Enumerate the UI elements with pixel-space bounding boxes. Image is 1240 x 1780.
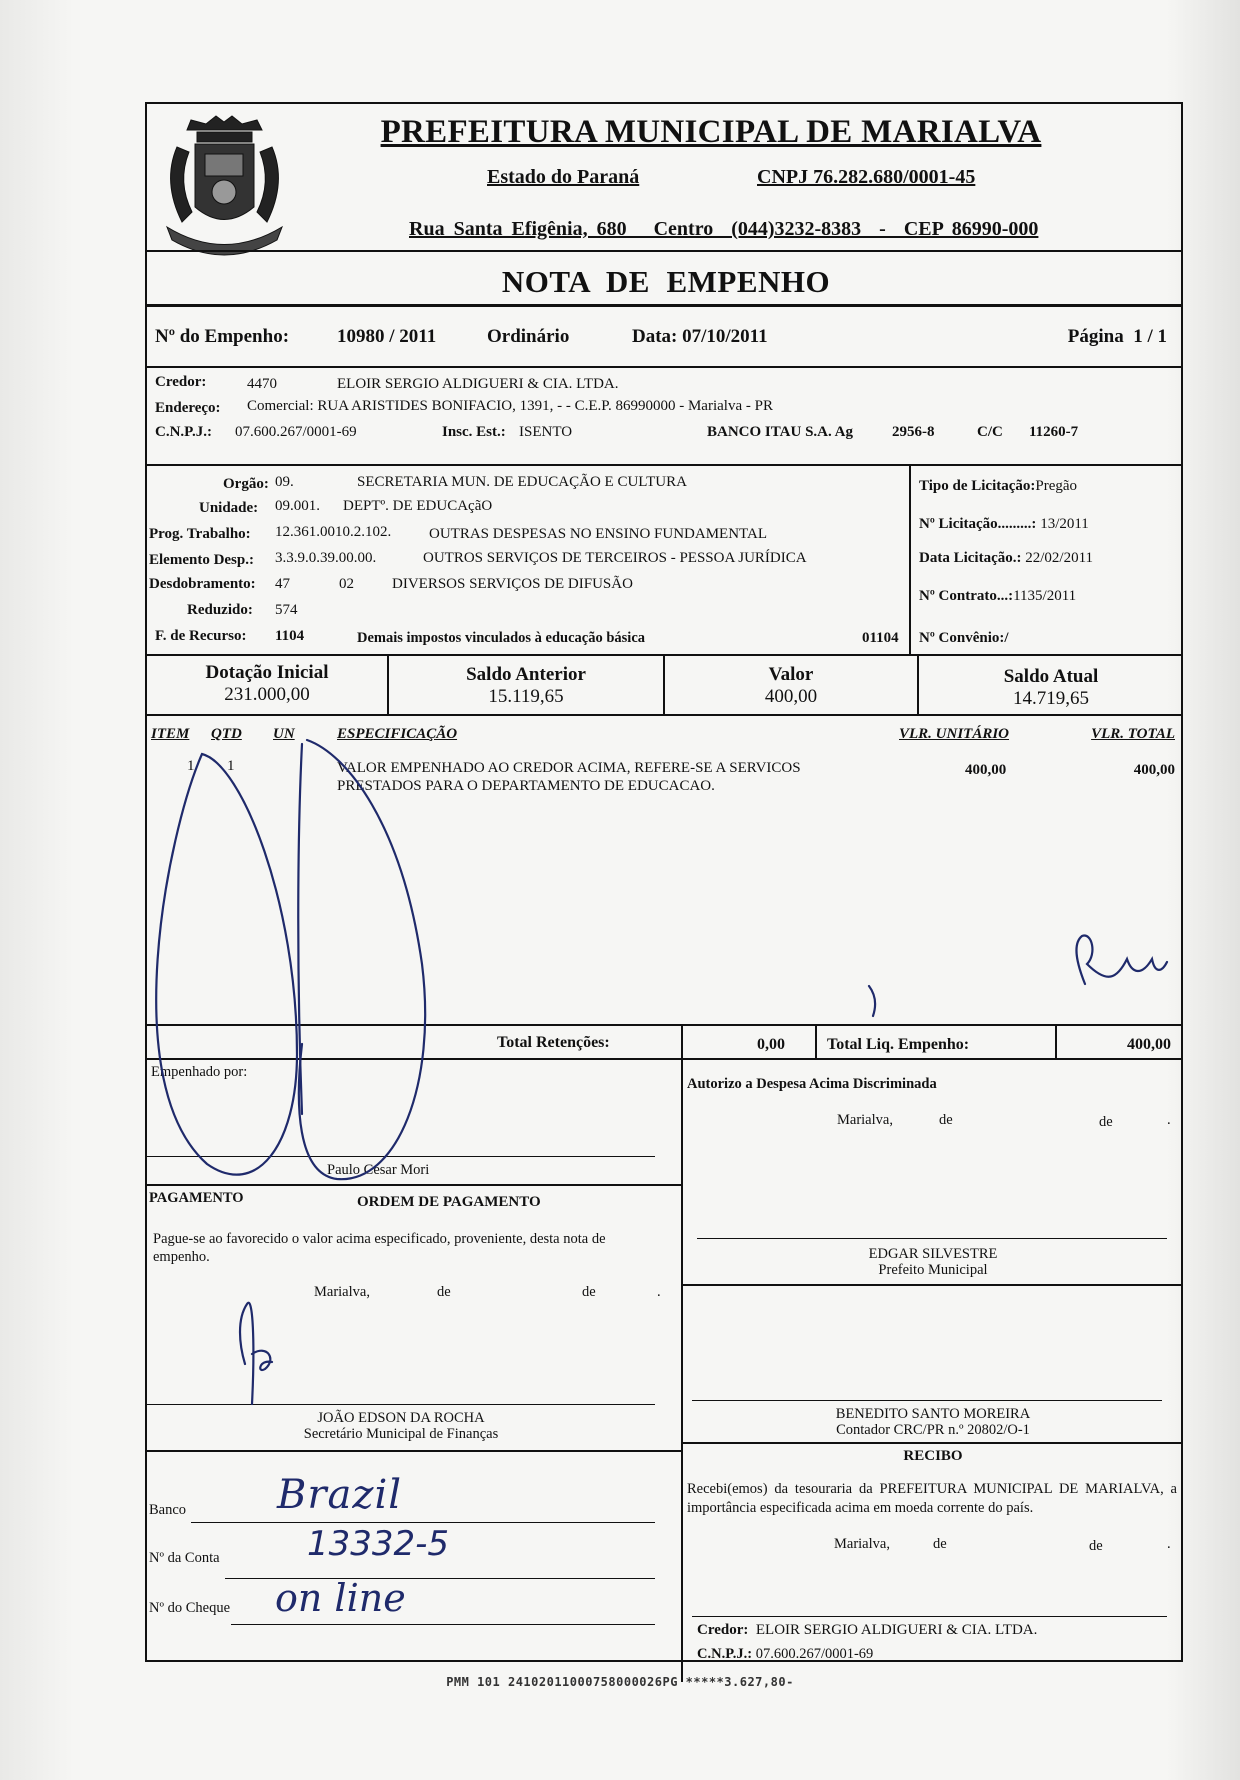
unidade-code: 09.001. bbox=[275, 498, 320, 514]
recibo-cnpj bbox=[697, 1646, 873, 1663]
col-qtd: QTD bbox=[211, 726, 242, 742]
pague-se-text: Pague-se ao favorecido o valor acima especificado, proveniente, desta nota de empenho. bbox=[153, 1231, 606, 1265]
prefeitura-cnpj: CNPJ 76.282.680/0001-45 bbox=[757, 166, 976, 188]
row-spec-line-1: VALOR EMPENHADO AO CREDOR ACIMA, REFERE-SE A SERVICOS bbox=[337, 760, 801, 776]
prefeito-title: Prefeito Municipal bbox=[878, 1262, 988, 1278]
cheque-label: Nº do Cheque bbox=[149, 1600, 231, 1616]
prog-trabalho-label: Prog. Trabalho: bbox=[149, 526, 251, 542]
contrato-number: 1135/2011 bbox=[1013, 588, 1077, 604]
col-vlr-total: VLR. TOTAL bbox=[1091, 726, 1175, 742]
unidade-name: DEPTº. DE EDUCAçãO bbox=[343, 498, 493, 514]
orgao-name: SECRETARIA MUN. DE EDUCAÇÃO E CULTURA bbox=[357, 474, 687, 490]
pagamento-de-1: de bbox=[437, 1284, 451, 1300]
conta-handwritten: 13332-5 bbox=[307, 1524, 450, 1564]
insc-est: ISENTO bbox=[519, 424, 573, 440]
credor-address: Comercial: RUA ARISTIDES BONIFACIO, 1391, - - C.E.P. 86990000 - Marialva - PR bbox=[247, 398, 773, 414]
empenhado-por-label: Empenhado por: bbox=[151, 1064, 248, 1080]
state-name: Estado do Paraná bbox=[487, 166, 640, 188]
saldo-atual: 14.719,65 bbox=[1013, 688, 1089, 709]
desdobramento-code-1: 47 bbox=[275, 576, 290, 592]
saldo-anterior: 15.119,65 bbox=[488, 686, 564, 707]
footer-print-code: PMM 101 24102011000758000026PG *****3.627,80- bbox=[446, 1675, 794, 1689]
total-liq-label: Total Liq. Empenho: bbox=[827, 1036, 970, 1053]
col-un: UN bbox=[273, 726, 295, 742]
prefeitura-address: Rua Santa Efigênia, 680 Centro (044)3232-8383 - CEP 86990-000 bbox=[409, 218, 1039, 240]
autorizo-de-1: de bbox=[939, 1112, 953, 1128]
dotacao-inicial-label: Dotação Inicial bbox=[205, 662, 329, 683]
tipo-licitacao: Pregão bbox=[1035, 478, 1078, 494]
endereco-label: Endereço: bbox=[155, 400, 221, 416]
cc-label: C/C bbox=[977, 424, 1003, 440]
reduzido-value: 574 bbox=[275, 602, 298, 618]
secretario-name: JOÃO EDSON DA ROCHA bbox=[317, 1410, 485, 1426]
desdobramento-name: DIVERSOS SERVIÇOS DE DIFUSÃO bbox=[392, 576, 633, 592]
row-vlr-unitario: 400,00 bbox=[965, 762, 1007, 778]
num-licitacao-label: Nº Licitação.........: 13/2011 bbox=[919, 516, 1089, 532]
valor-label: Valor bbox=[768, 664, 814, 685]
orgao-code: 09. bbox=[275, 474, 294, 490]
num-licitacao: 13/2011 bbox=[1040, 516, 1089, 532]
conta-label: Nº da Conta bbox=[149, 1550, 220, 1566]
autorizo-label: Autorizo a Despesa Acima Discriminada bbox=[687, 1076, 937, 1092]
contador-name: BENEDITO SANTO MOREIRA bbox=[835, 1406, 1031, 1422]
row-vlr-total: 400,00 bbox=[1133, 762, 1175, 778]
credor-cnpj-label: C.N.P.J.: bbox=[155, 424, 212, 440]
page-number: Página 1 / 1 bbox=[1067, 326, 1167, 347]
recibo-credor bbox=[697, 1622, 1037, 1639]
tipo-licitacao-label: Tipo de Licitação:Pregão bbox=[919, 478, 1078, 494]
elemento-label: Elemento Desp.: bbox=[149, 552, 254, 568]
recibo-credor-name: ELOIR SERGIO ALDIGUERI & CIA. LTDA. bbox=[755, 1622, 1038, 1638]
pagamento-label: PAGAMENTO bbox=[149, 1190, 244, 1206]
fonte-recurso-code-2: 01104 bbox=[862, 630, 899, 646]
data-licitacao: 22/02/2011 bbox=[1025, 550, 1094, 566]
prog-trabalho-code: 12.361.0010.2.102. bbox=[275, 524, 392, 540]
prog-trabalho-name: OUTRAS DESPESAS NO ENSINO FUNDAMENTAL bbox=[429, 526, 767, 542]
banco-label: Banco bbox=[149, 1502, 187, 1518]
secretario-title: Secretário Municipal de Finanças bbox=[303, 1426, 499, 1442]
fonte-recurso-name: Demais impostos vinculados à educação básica bbox=[357, 630, 646, 646]
credor-cnpj: 07.600.267/0001-69 bbox=[235, 424, 357, 440]
contador-title: Contador CRC/PR n.º 20802/O-1 bbox=[836, 1422, 1030, 1438]
recibo-dot: . bbox=[1167, 1536, 1171, 1552]
empenho-date: Data: 07/10/2011 bbox=[632, 326, 768, 347]
nota-de-empenho-form bbox=[145, 102, 1183, 1662]
fonte-recurso-label: F. de Recurso: bbox=[155, 628, 247, 644]
elemento-name: OUTROS SERVIÇOS DE TERCEIROS - PESSOA JURÍDICA bbox=[423, 550, 807, 566]
elemento-code: 3.3.9.0.39.00.00. bbox=[275, 550, 377, 566]
bank-name: BANCO ITAU S.A. Ag bbox=[707, 424, 853, 440]
col-vlr-unitario: VLR. UNITÁRIO bbox=[899, 726, 1010, 742]
credor-name: ELOIR SERGIO ALDIGUERI & CIA. LTDA. bbox=[337, 376, 619, 392]
credor-code: 4470 bbox=[247, 376, 277, 392]
recibo-label: RECIBO bbox=[903, 1448, 963, 1464]
document-title: NOTA DE EMPENHO bbox=[501, 264, 831, 299]
col-especificacao: ESPECIFICAÇÃO bbox=[337, 726, 458, 742]
recibo-text: Recebi(emos) da tesouraria da PREFEITURA MUNICIPAL DE MARIALVA, a importância especificada acima em moeda corrente do país. bbox=[687, 1481, 1177, 1516]
recibo-place: Marialva, bbox=[834, 1536, 890, 1552]
autorizo-place: Marialva, bbox=[837, 1112, 893, 1128]
pagamento-dot: . bbox=[657, 1284, 661, 1300]
banco-handwritten: Brazil bbox=[277, 1472, 403, 1518]
reduzido-label: Reduzido: bbox=[187, 602, 253, 618]
recibo-credor-label: Credor: bbox=[697, 1622, 749, 1638]
valor: 400,00 bbox=[764, 686, 818, 707]
total-retencoes: 0,00 bbox=[757, 1036, 785, 1053]
cc-number: 11260-7 bbox=[1029, 424, 1079, 440]
col-item: ITEM bbox=[151, 726, 190, 742]
fonte-recurso-code: 1104 bbox=[275, 628, 305, 644]
prefeitura-title: PREFEITURA MUNICIPAL DE MARIALVA bbox=[380, 114, 1042, 150]
row-qtd: 1 bbox=[227, 758, 235, 774]
recibo-de-2: de bbox=[1089, 1538, 1103, 1554]
empenho-number-label: Nº do Empenho: bbox=[155, 326, 290, 347]
orgao-label: Orgão: bbox=[223, 476, 269, 492]
prefeito-name: EDGAR SILVESTRE bbox=[868, 1246, 998, 1262]
autorizo-de-2: de bbox=[1099, 1114, 1113, 1130]
data-licitacao-label: Data Licitação.: 22/02/2011 bbox=[919, 550, 1094, 566]
empenho-number: 10980 / 2011 bbox=[337, 326, 437, 347]
saldo-anterior-label: Saldo Anterior bbox=[466, 664, 586, 685]
autorizo-dot: . bbox=[1167, 1112, 1171, 1128]
credor-label: Credor: bbox=[155, 374, 207, 390]
convenio-label: Nº Convênio:/ bbox=[919, 630, 1009, 646]
row-spec-line-2: PRESTADOS PARA O DEPARTAMENTO DE EDUCACAO. bbox=[337, 778, 715, 794]
recibo-de-1: de bbox=[933, 1536, 947, 1552]
ordem-pagamento-label: ORDEM DE PAGAMENTO bbox=[357, 1194, 541, 1210]
pagamento-place: Marialva, bbox=[314, 1284, 370, 1300]
recibo-cnpj-value: 07.600.267/0001-69 bbox=[755, 1646, 874, 1662]
bank-agency: 2956-8 bbox=[892, 424, 935, 440]
contrato-label: Nº Contrato...:1135/2011 bbox=[919, 588, 1077, 604]
row-item: 1 bbox=[187, 758, 195, 774]
total-liq-empenho: 400,00 bbox=[1127, 1036, 1171, 1053]
total-retencoes-label: Total Retenções: bbox=[497, 1034, 610, 1051]
dotacao-inicial: 231.000,00 bbox=[224, 684, 310, 705]
empenhado-por-name: Paulo César Mori bbox=[327, 1162, 430, 1178]
cheque-handwritten: on line bbox=[275, 1576, 406, 1620]
saldo-atual-label: Saldo Atual bbox=[1003, 666, 1099, 687]
desdobramento-label: Desdobramento: bbox=[149, 576, 256, 592]
recibo-cnpj-label: C.N.P.J.: bbox=[697, 1646, 753, 1662]
pagamento-de-2: de bbox=[582, 1284, 596, 1300]
desdobramento-code-2: 02 bbox=[339, 576, 354, 592]
empenho-type: Ordinário bbox=[487, 326, 570, 347]
insc-est-label: Insc. Est.: bbox=[442, 424, 506, 440]
unidade-label: Unidade: bbox=[199, 500, 259, 516]
